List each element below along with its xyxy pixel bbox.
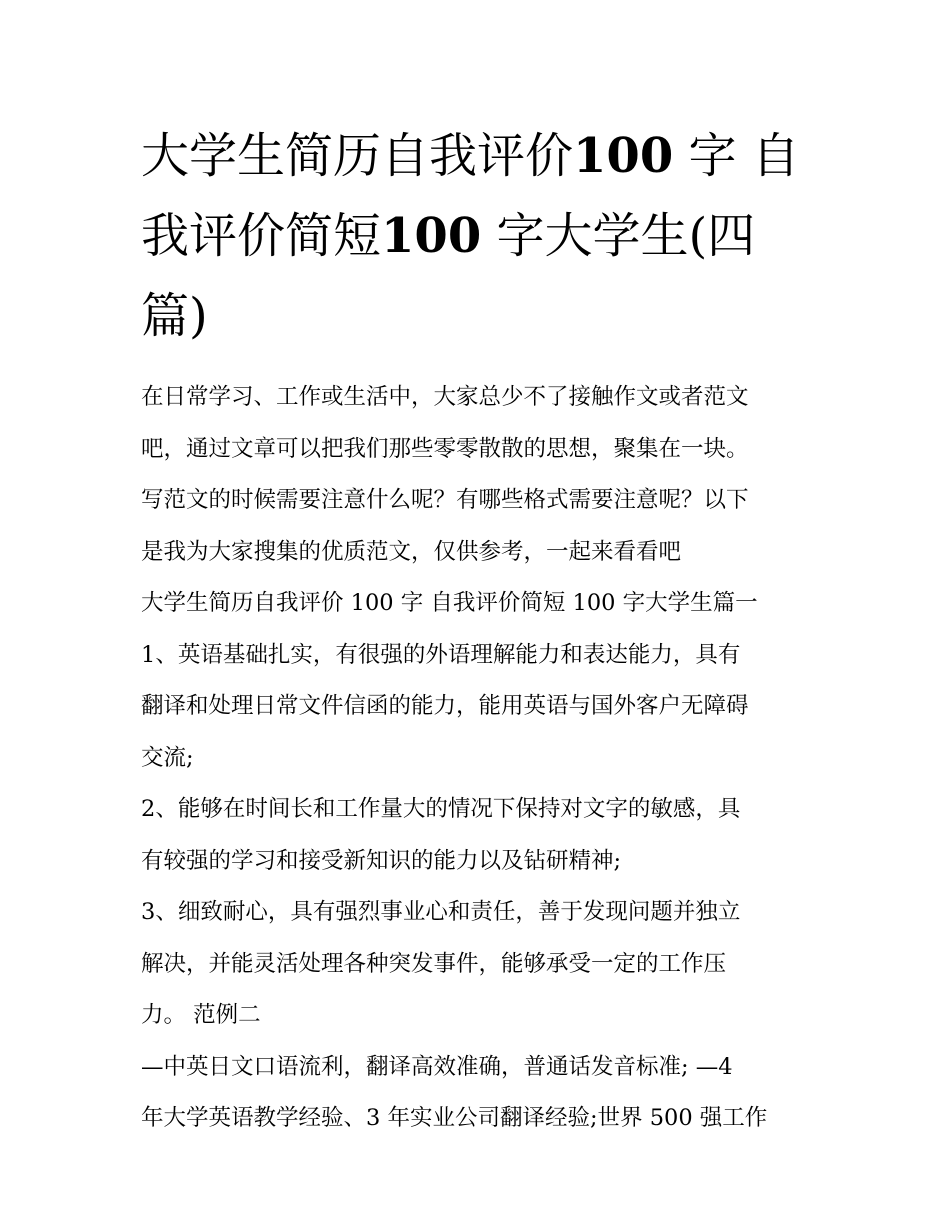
title-line-1 — [141, 116, 813, 196]
title-text: 字大学生(四 — [481, 208, 756, 264]
title-line-3 — [141, 276, 813, 356]
text-line: —中英日文口语流利，翻译高效准确，普通话发音标准; —4 — [141, 1053, 733, 1080]
text-line: 是我为大家搜集的优质范文，仅供参考，一起来看看吧 — [141, 538, 682, 565]
document-body — [141, 372, 813, 1145]
text-line: 翻译和处理日常文件信函的能力，能用英语与国外客户无障碍 — [141, 693, 749, 719]
document-title — [141, 116, 813, 356]
text-line: 在日常学习、工作或生活中，大家总少不了接触作文或者范文 — [141, 384, 749, 410]
document-content — [141, 116, 813, 1145]
text-line: 交流; — [141, 744, 194, 771]
text-line: 写范文的时候需要注意什么呢？有哪些格式需要注意呢？以下 — [141, 487, 749, 513]
text-line: 年大学英语教学经验、3 年实业公司翻译经验;世界 500 强工作 — [141, 1105, 768, 1131]
text-line: 2、能够在时间长和工作量大的情况下保持对文字的敏感，具 — [141, 796, 741, 822]
title-text: 大学生简历自我评价 — [141, 128, 574, 184]
title-text: 篇) — [141, 288, 208, 344]
text-line: 力。 范例二 — [141, 1002, 261, 1028]
title-text: 字 自 — [673, 128, 800, 184]
text-line: 3、细致耐心，具有强烈事业心和责任，善于发现问题并独立 — [141, 899, 741, 925]
title-line-2 — [141, 196, 813, 276]
section-heading: 大学生简历自我评价 100 字 自我评价简短 100 字大学生篇一 — [141, 590, 758, 616]
text-line: 吧，通过文章可以把我们那些零零散散的思想，聚集在一块。 — [141, 435, 749, 462]
text-line: 解决，并能灵活处理各种突发事件，能够承受一定的工作压 — [141, 950, 727, 977]
text-line: 有较强的学习和接受新知识的能力以及钻研精神; — [141, 847, 622, 874]
text-line: 1、英语基础扎实，有很强的外语理解能力和表达能力，具有 — [141, 641, 741, 668]
title-number: 100 — [573, 128, 674, 184]
title-number: 100 — [381, 208, 482, 264]
title-text: 我评价简短 — [141, 208, 382, 264]
